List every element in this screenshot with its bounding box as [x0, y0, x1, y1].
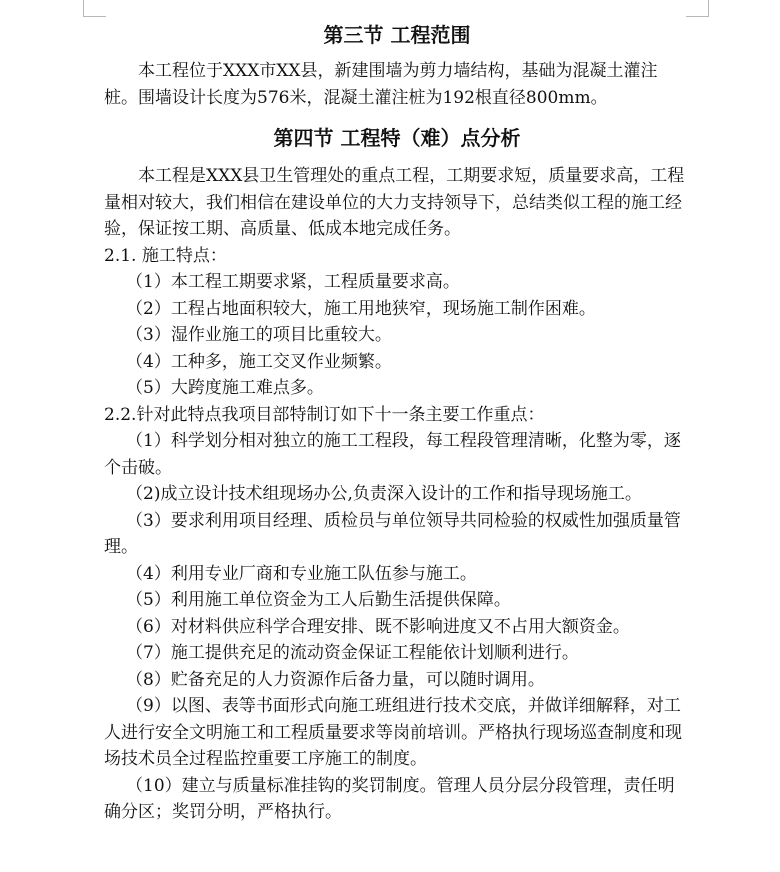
list-item: （5）大跨度施工难点多。 [126, 378, 324, 398]
list-item: （5）利用施工单位资金为工人后勤生活提供保障。 [126, 590, 511, 610]
list-item: （3）湿作业施工的项目比重较大。 [126, 325, 392, 345]
section3-title: 第三节 工程范围 [323, 23, 471, 47]
list-item: （7）施工提供充足的流动资金保证工程能依计划顺利进行。 [126, 643, 579, 663]
page-corner-mark-left [83, 0, 106, 17]
list-item: （1）科学划分相对独立的施工工程段，每工程段管理清晰，化整为零，逐个击破。 [104, 431, 681, 478]
list-item: （6）对材料供应科学合理安排、既不影响进度又不占用大额资金。 [126, 616, 630, 637]
list-item: （1）本工程工期要求紧，工程质量要求高。 [126, 272, 460, 292]
list-item: （4）利用专业厂商和专业施工队伍参与施工。 [126, 563, 477, 584]
list-item: （3）要求利用项目经理、质检员与单位领导共同检验的权威性加强质量管理。 [104, 510, 681, 557]
subsection-2-2-heading: 2.2.针对此特点我项目部特制订如下十一条主要工作重点： [104, 404, 545, 425]
list-item: （10）建立与质量标准挂钩的奖罚制度。管理人员分层分段管理，责任明确分区；奖罚分明，严格执行。 [104, 775, 675, 822]
section3-paragraph: 本工程位于XXX市XX县，新建围墙为剪力墙结构，基础为混凝土灌注桩。围墙设计长度为576米，混凝土灌注桩为192根直径800mm。 [104, 61, 658, 108]
list-item: （2）工程占地面积较大，施工用地狭窄，现场施工制作困难。 [126, 298, 596, 319]
list-item: （9）以图、表等书面形式向施工班组进行技术交底，并做详细解释，对工人进行安全文明施工和工程质量要求等岗前培训。严格执行现场巡查制度和现场技术员全过程监控重要工序施工的制度。 [104, 696, 682, 769]
section4-intro: 本工程是XXX县卫生管理处的重点工程，工期要求短，质量要求高，工程量相对较大，我们相信在建设单位的大力支持领导下，总结类似工程的施工经验，保证按工期、高质量、低成本地完成任务。 [104, 166, 685, 239]
section4-title: 第四节 工程特（难）点分析 [273, 126, 521, 150]
list-item: （4）工种多，施工交叉作业频繁。 [126, 351, 392, 372]
document-body [104, 18, 690, 826]
list-item: （8）贮备充足的人力资源作后备力量，可以随时调用。 [126, 669, 545, 690]
list-item: （2)成立设计技术组现场办公,负责深入设计的工作和指导现场施工。 [126, 484, 642, 504]
subsection-2-1-heading: 2.1. 施工特点： [104, 245, 227, 266]
page-corner-mark-right [686, 0, 709, 17]
